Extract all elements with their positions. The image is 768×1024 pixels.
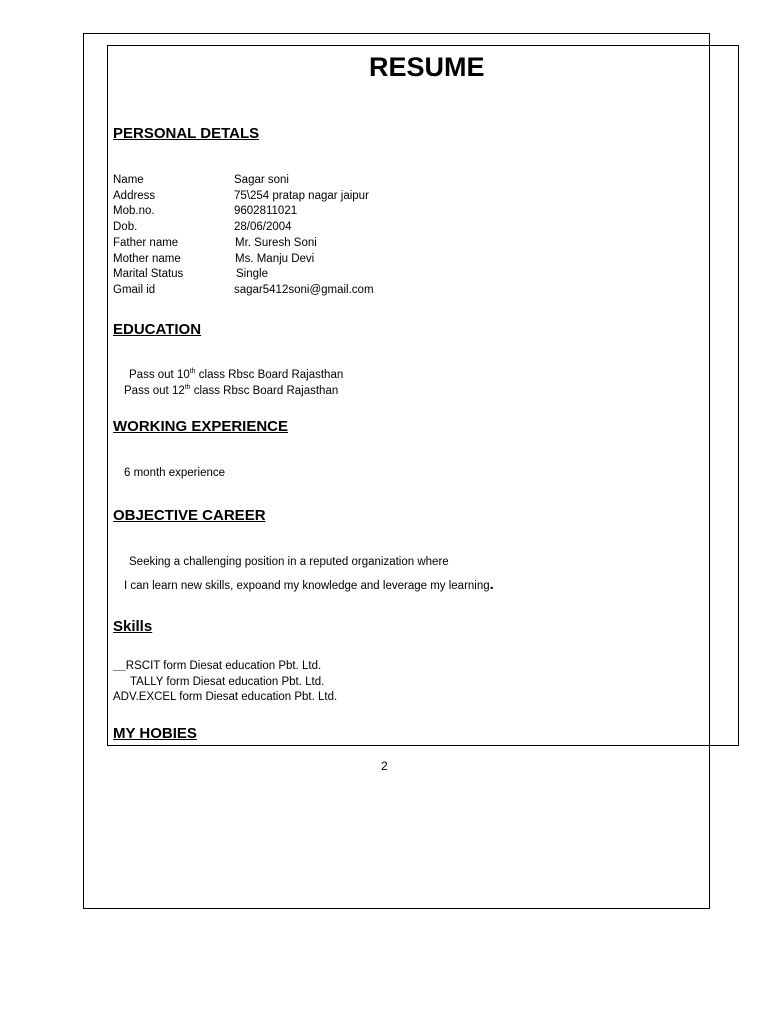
personal-details-heading: PERSONAL DETALS <box>113 125 260 142</box>
gmail-label: Gmail id <box>113 284 156 296</box>
skill-item: ADV.EXCEL form Diesat education Pbt. Ltd. <box>113 691 338 703</box>
address-value: 75\254 pratap nagar jaipur <box>234 190 369 202</box>
gmail-value: sagar5412soni@gmail.com <box>234 284 374 296</box>
address-label: Address <box>113 190 156 202</box>
education-item: Pass out 12th class Rbsc Board Rajasthan <box>124 384 339 397</box>
objective-line-1: Seeking a challenging position in a reputed organization where <box>129 556 449 568</box>
name-value: Sagar soni <box>234 174 289 186</box>
marital-status-value: Single <box>236 268 268 280</box>
page-number: 2 <box>381 759 388 773</box>
marital-status-label: Marital Status <box>113 268 184 280</box>
experience-text: 6 month experience <box>124 467 226 479</box>
dob-label: Dob. <box>113 221 138 233</box>
objective-career-heading: OBJECTIVE CAREER <box>113 507 266 524</box>
mobile-label: Mob.no. <box>113 205 155 217</box>
skill-item: __RSCIT form Diesat education Pbt. Ltd. <box>113 660 322 672</box>
father-name-value: Mr. Suresh Soni <box>235 237 317 249</box>
dob-value: 28/06/2004 <box>234 221 292 233</box>
education-item: Pass out 10th class Rbsc Board Rajasthan <box>129 368 344 381</box>
my-hobbies-heading: MY HOBIES <box>113 725 197 742</box>
working-experience-heading: WORKING EXPERIENCE <box>113 418 289 435</box>
mother-name-label: Mother name <box>113 253 181 265</box>
education-heading: EDUCATION <box>113 321 202 338</box>
objective-line-2: I can learn new skills, expoand my knowledge and leverage my learning. <box>124 576 494 593</box>
mother-name-value: Ms. Manju Devi <box>235 253 315 265</box>
mobile-value: 9602811021 <box>234 205 298 217</box>
skills-heading: Skills <box>113 618 153 635</box>
resume-title: RESUME <box>369 52 485 82</box>
name-label: Name <box>113 174 144 186</box>
father-name-label: Father name <box>113 237 179 249</box>
skill-item: TALLY form Diesat education Pbt. Ltd. <box>130 676 325 688</box>
